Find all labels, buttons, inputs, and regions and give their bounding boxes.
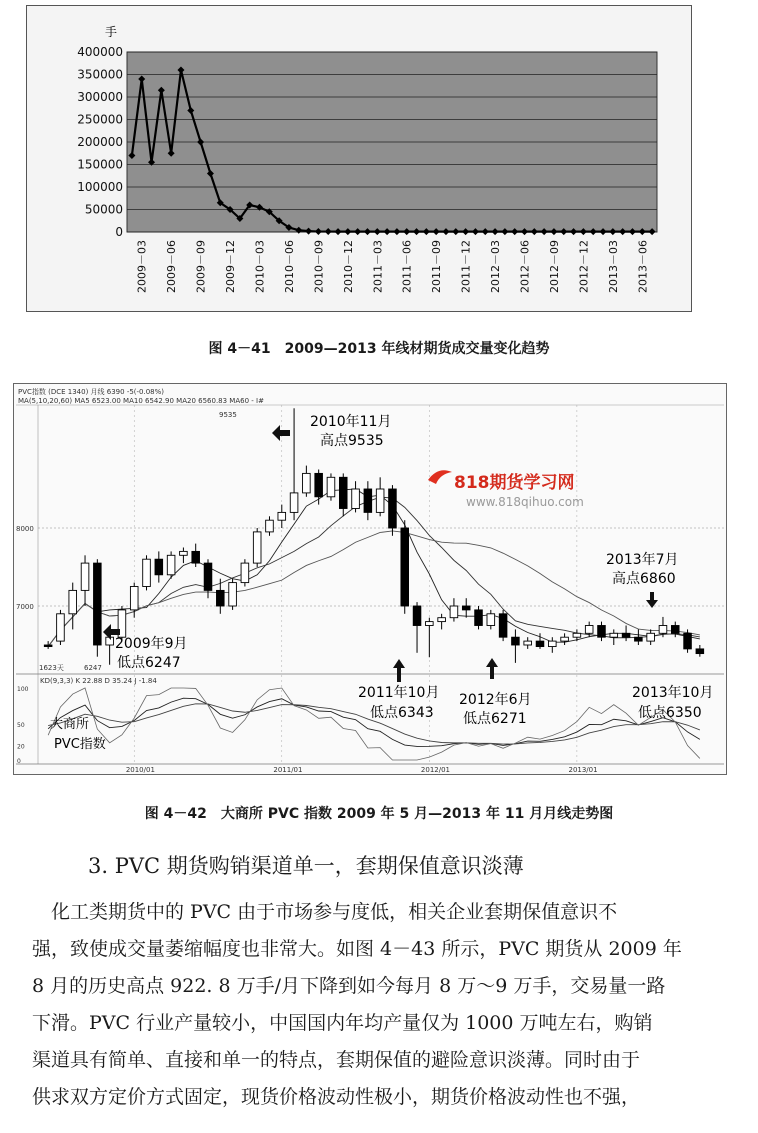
candle-body (69, 590, 77, 613)
candle (69, 583, 77, 630)
watermark (428, 470, 584, 509)
arrow-up-icon (393, 659, 405, 682)
candle (143, 555, 151, 590)
x-tick-label: 2010－09 (312, 240, 326, 293)
date-tick-label: 2012/01 (420, 766, 451, 774)
kdj-tick-label: 20 (17, 743, 25, 751)
x-tick-label: 2009－06 (165, 240, 179, 293)
svg-text:2013年10月: 2013年10月 (632, 685, 714, 701)
candle (487, 610, 495, 630)
svg-text:大商所: 大商所 (50, 717, 90, 732)
candle (548, 637, 556, 653)
paragraph-line: 下滑。PVC 行业产量较小，中国国内年均产量仅为 1000 万吨左右，购销 (32, 1012, 653, 1034)
arrow-down-icon (646, 592, 658, 608)
watermark-logo-icon (428, 470, 452, 484)
candle (364, 481, 372, 520)
candle-body (585, 626, 593, 634)
candle-body (44, 645, 52, 647)
candle (180, 548, 188, 564)
kdj-tick-labels (17, 686, 29, 765)
candle-body (130, 587, 138, 610)
kdj-tick-label: 0 (17, 758, 21, 765)
low-marker: 6247 (84, 664, 102, 672)
candle (167, 551, 175, 578)
annotation-low-2009 (103, 624, 188, 671)
annotation-low-2012 (459, 658, 532, 727)
figure2-caption: 图 4－42 大商所 PVC 指数 2009 年 5 月—2013 年 11 月月线走势图 (144, 806, 614, 822)
left-low-label: 1623天 (39, 664, 64, 672)
date-tick-labels (126, 766, 598, 774)
candle (81, 555, 89, 606)
chart-header-line1: PVC指数 (DCE 1340) 月线 6390 -5(-0.08%) (18, 388, 165, 396)
svg-text:2012年6月: 2012年6月 (459, 692, 532, 708)
candle-body (315, 473, 323, 496)
x-tick-label: 2010－12 (341, 240, 355, 293)
candle-body (499, 614, 507, 637)
paragraph-line: 渠道具有简单、直接和单一的特点，套期保值的避险意识淡薄。同时由于 (32, 1049, 641, 1071)
svg-text:2011年10月: 2011年10月 (358, 685, 440, 701)
svg-text:高点9535: 高点9535 (320, 433, 384, 449)
candle-body (438, 618, 446, 622)
candle-body (635, 637, 643, 641)
candle-body (303, 473, 311, 493)
candle (426, 618, 434, 658)
annotation-index-name (50, 716, 106, 752)
candle (610, 629, 618, 645)
kdj-tick-label: 100 (17, 686, 29, 693)
candle-body (659, 626, 667, 634)
x-tick-label: 2012－03 (489, 240, 503, 293)
candle-body (229, 583, 237, 606)
candle-body (81, 563, 89, 590)
y-tick-label: 100000 (77, 180, 123, 194)
price-level-7000: 7000 (16, 603, 34, 611)
candle-body (155, 559, 163, 575)
svg-text:低点6343: 低点6343 (370, 705, 434, 721)
candle (647, 629, 655, 645)
svg-text:PVC指数: PVC指数 (54, 737, 106, 752)
candle-body (622, 633, 630, 637)
arrow-left-icon (272, 425, 290, 441)
svg-text:高点6860: 高点6860 (612, 571, 676, 587)
candle (327, 473, 335, 500)
x-tick-label: 2011－12 (459, 240, 473, 293)
annotation-low-2011 (358, 659, 439, 721)
candle-body (450, 606, 458, 618)
candle-body (487, 614, 495, 626)
candle (438, 614, 446, 630)
x-tick-label: 2011－06 (400, 240, 414, 293)
candle-body (548, 641, 556, 646)
candle-body (413, 606, 421, 626)
figure1-caption: 图 4－41 2009—2013 年线材期货成交量变化趋势 (208, 341, 550, 357)
candle (561, 633, 569, 645)
candle-body (536, 641, 544, 646)
y-tick-label: 250000 (77, 112, 123, 127)
annotation-high-2013 (606, 551, 679, 608)
candle (635, 629, 643, 645)
candle (57, 610, 65, 645)
candle-body (401, 528, 409, 606)
candle (413, 602, 421, 653)
candle-body (524, 641, 532, 645)
candle (303, 466, 311, 497)
y-unit-label: 手 (105, 25, 118, 39)
paragraph-line: 化工类期货中的 PVC 由于市场参与度低，相关企业套期保值意识不 (32, 901, 618, 923)
candle (155, 551, 163, 582)
x-tick-label: 2012－09 (547, 240, 561, 293)
candle-body (389, 489, 397, 528)
pvc-candlestick-chart (14, 384, 726, 774)
candle-body (167, 555, 175, 575)
candle (253, 528, 261, 567)
candle (290, 408, 298, 520)
candle-body (462, 606, 470, 610)
chart-header-line2: MA(5,10,20,60) MA5 6523.00 MA10 6542.90 MA20 6560.83 MA60 - I# (18, 397, 264, 405)
x-tick-label: 2011－09 (430, 240, 444, 293)
x-tick-label: 2010－06 (282, 240, 296, 293)
candle (352, 481, 360, 512)
candle (241, 559, 249, 586)
candle-body (192, 551, 200, 563)
price-level-8000: 8000 (16, 525, 34, 533)
peak-marker: 9535 (219, 411, 237, 419)
x-tick-label: 2013－03 (606, 240, 620, 293)
candle-body (339, 477, 347, 508)
candle-body (696, 649, 704, 654)
svg-text:2010年11月: 2010年11月 (310, 414, 392, 430)
candle-body (143, 559, 151, 586)
date-tick-label: 2013/01 (568, 766, 598, 774)
date-tick-label: 2010/01 (125, 766, 155, 774)
candle-body (180, 551, 188, 555)
candle-body (241, 563, 249, 583)
annotation-high-2010 (272, 413, 391, 449)
kdj-header: KD(9,3,3) K 22.88 D 35.24 J -1.84 (40, 677, 157, 685)
candle-body (266, 520, 274, 532)
candle-body (426, 622, 434, 626)
svg-text:2013年7月: 2013年7月 (606, 552, 679, 568)
candle (94, 559, 102, 657)
x-tick-label: 2012－06 (518, 240, 532, 293)
paragraph-line: 强，致使成交量萎缩幅度也非常大。如图 4－43 所示，PVC 期货从 2009 年 (32, 938, 682, 960)
y-tick-label: 400000 (77, 45, 123, 59)
candle-body (364, 489, 372, 512)
y-tick-labels (77, 45, 123, 239)
candle-body (278, 512, 286, 520)
candle (192, 544, 200, 567)
arrow-up-icon (486, 658, 498, 679)
candle-body (327, 477, 335, 497)
candle-body (352, 489, 360, 509)
candle (598, 622, 606, 642)
candle-body (57, 614, 65, 641)
svg-text:低点6247: 低点6247 (117, 655, 181, 671)
candle-body (253, 532, 261, 563)
candle (475, 606, 483, 629)
candle (462, 598, 470, 618)
candle-body (290, 493, 298, 513)
candle (622, 626, 630, 642)
x-tick-label: 2009－09 (194, 240, 208, 293)
x-tick-label: 2013－06 (636, 240, 650, 293)
candle (266, 516, 274, 536)
candle-body (475, 610, 483, 626)
candle (499, 610, 507, 641)
x-tick-labels (136, 240, 650, 293)
candle (389, 485, 397, 536)
candle-body (684, 633, 692, 649)
candle-body (610, 633, 618, 637)
annotation-low-2013 (632, 684, 713, 721)
x-tick-label: 2009－03 (135, 240, 149, 293)
candle (524, 637, 532, 649)
candle (684, 629, 692, 652)
volume-line-chart (27, 6, 691, 311)
candle (450, 598, 458, 621)
paragraph-line: 8 月的历史高点 922. 8 万手/月下降到如今每月 8 万～9 万手，交易量一路 (32, 975, 666, 997)
svg-text:低点6271: 低点6271 (463, 711, 527, 727)
candle (315, 470, 323, 505)
candle-body (647, 633, 655, 641)
candle-body (671, 626, 679, 634)
date-tick-label: 2011/01 (273, 766, 303, 774)
y-tick-label: 150000 (77, 157, 123, 172)
volume-chart-figure (26, 5, 692, 312)
candle-body (598, 626, 606, 638)
candle-body (94, 563, 102, 645)
candle-body (561, 637, 569, 641)
paragraph-line: 供求双方定价方式固定，现货价格波动性极小，期货价格波动性也不强， (32, 1086, 641, 1108)
candle-body (512, 637, 520, 645)
svg-text:2009年9月: 2009年9月 (115, 636, 188, 652)
x-tick-label: 2009－12 (224, 239, 238, 293)
pvc-kline-figure (13, 383, 727, 775)
x-tick-label: 2010－03 (253, 240, 267, 293)
candle (401, 520, 409, 614)
kdj-tick-label: 50 (17, 722, 25, 729)
x-tick-label: 2011－03 (371, 240, 385, 293)
candle (696, 645, 704, 657)
watermark-title: 818期货学习网 (454, 473, 575, 493)
y-tick-label: 50000 (84, 202, 123, 217)
candle (512, 629, 520, 662)
section-heading: 3. PVC 期货购销渠道单一，套期保值意识淡薄 (88, 854, 524, 878)
y-tick-label: 300000 (77, 90, 123, 104)
candle-body (216, 590, 224, 606)
y-tick-label: 350000 (77, 67, 123, 82)
candle-body (573, 633, 581, 637)
body-paragraph (32, 894, 732, 1116)
candle (229, 579, 237, 610)
x-tick-label: 2012－12 (577, 240, 591, 293)
watermark-url: www.818qihuo.com (466, 495, 584, 509)
candle (278, 505, 286, 528)
y-tick-label: 0 (115, 225, 123, 239)
candle-body (204, 563, 212, 590)
candle (376, 477, 384, 516)
y-tick-label: 200000 (77, 135, 123, 149)
svg-text:低点6350: 低点6350 (638, 705, 702, 721)
candle-body (376, 489, 384, 512)
candle (339, 473, 347, 516)
